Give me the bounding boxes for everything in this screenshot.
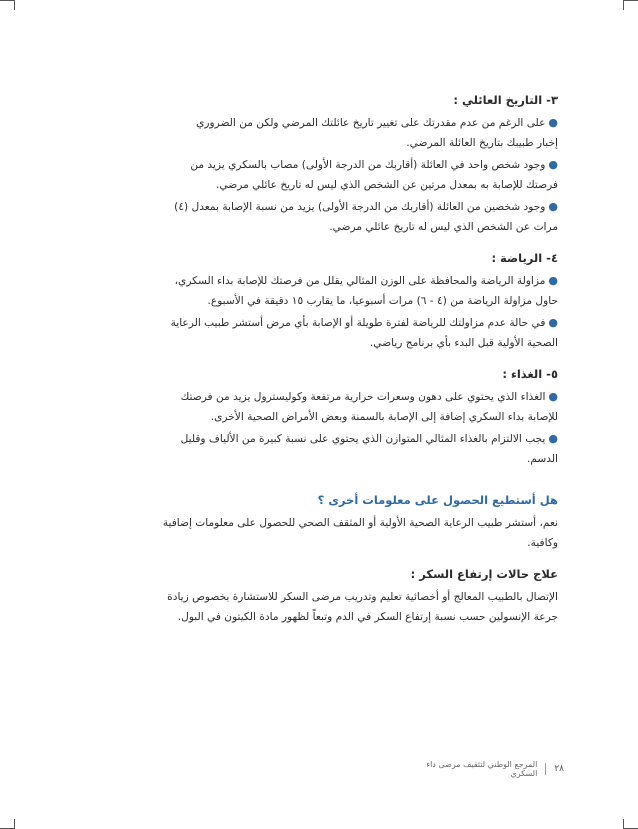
- list-item: ●الغذاء الذي يحتوي على دهون وسعرات حرارية مرتفعة وكوليسترول يزيد من فرصتك للإصابة بداء السكري إضافة إلى الإصابة بالسمنة وبعض الأمراض الصحية الأخرى.: [180, 390, 558, 423]
- footer-divider: [545, 763, 546, 775]
- bullet-icon: ●: [548, 158, 558, 171]
- crop-mark: [624, 0, 638, 1]
- page-number: ٢٨: [554, 764, 564, 774]
- section-heading-more-info: هل أستطيع الحصول على معلومات أخرى ؟: [317, 493, 558, 507]
- bullet-icon: ●: [548, 116, 558, 129]
- bullet-icon: ●: [548, 316, 558, 329]
- bullet-icon: ●: [548, 274, 558, 287]
- bullet-icon: ●: [548, 200, 558, 213]
- list-item: ●على الرغم من عدم مقدرتك على تغيير تاريخ عائلتك المرضي ولكن من الضروري إخبار طبيبك بتاريخ العائلة المرضي.: [196, 116, 558, 149]
- section-heading-family-history: ٣- التاريخ العائلي :: [453, 93, 558, 107]
- section-heading-exercise: ٤- الرياضة :: [491, 251, 558, 265]
- paragraph: نعم، أستشر طبيب الرعاية الصحية الأولية أو المثقف الصحي للحصول على معلومات إضافية وكافية.: [162, 517, 558, 549]
- section-heading-diet: ٥- الغذاء :: [502, 367, 558, 381]
- bullet-icon: ●: [548, 432, 558, 445]
- crop-mark: [14, 0, 15, 10]
- footer-title: المرجع الوطني لتثقيف مرضى داء السكري: [426, 760, 538, 778]
- page-footer: [400, 760, 564, 778]
- section-heading-treatment: علاج حالات إرتفاع السكر :: [410, 567, 558, 581]
- bullet-icon: ●: [548, 390, 558, 403]
- crop-mark: [14, 819, 15, 829]
- crop-mark: [623, 819, 624, 829]
- list-item: ●وجود شخصين من العائلة (أقاربك من الدرجة الأولى) يزيد من نسبة الإصابة بمعدل (٤) مرات عن الشخص الذي ليس له تاريخ عائلي مرضي.: [174, 200, 558, 233]
- document-body: [88, 93, 558, 629]
- crop-mark: [623, 0, 624, 10]
- paragraph: الإتصال بالطبيب المعالج أو أخصائية تعليم وتدريب مرضى السكر للاستشارة بخصوص زيادة جرعة الإنسولين حسب نسبة إرتفاع السكر في الدم وتبعاً لظهور مادة الكيتون في البول.: [167, 591, 558, 623]
- crop-mark: [0, 0, 14, 1]
- list-item: ●يجب الالتزام بالغذاء المثالي المتوازن الذي يحتوي على نسبة كبيرة من الألياف وقليل الدسم.: [180, 432, 558, 465]
- list-item: ●في حالة عدم مزاولتك للرياضة لفترة طويلة أو الإصابة بأي مرض أستشر طبيب الرعاية الصحية الأولية قبل البدء بأي برنامج رياضي.: [170, 316, 558, 349]
- list-item: ●مزاولة الرياضة والمحافظة على الوزن المثالي يقلل من فرصتك للإصابة بداء السكري، حاول مزاولة الرياضة من (٤ - ٦) مرات أسبوعيا، ما يقارب ١٥ دقيقة في الأسبوع.: [174, 274, 558, 307]
- list-item: ●وجود شخص واحد في العائلة (أقاربك من الدرجة الأولى) مصاب بالسكري يزيد من فرصتك للإصابة به بمعدل مرتين عن الشخص الذي ليس له تاريخ عائلي مرضي.: [190, 158, 558, 191]
